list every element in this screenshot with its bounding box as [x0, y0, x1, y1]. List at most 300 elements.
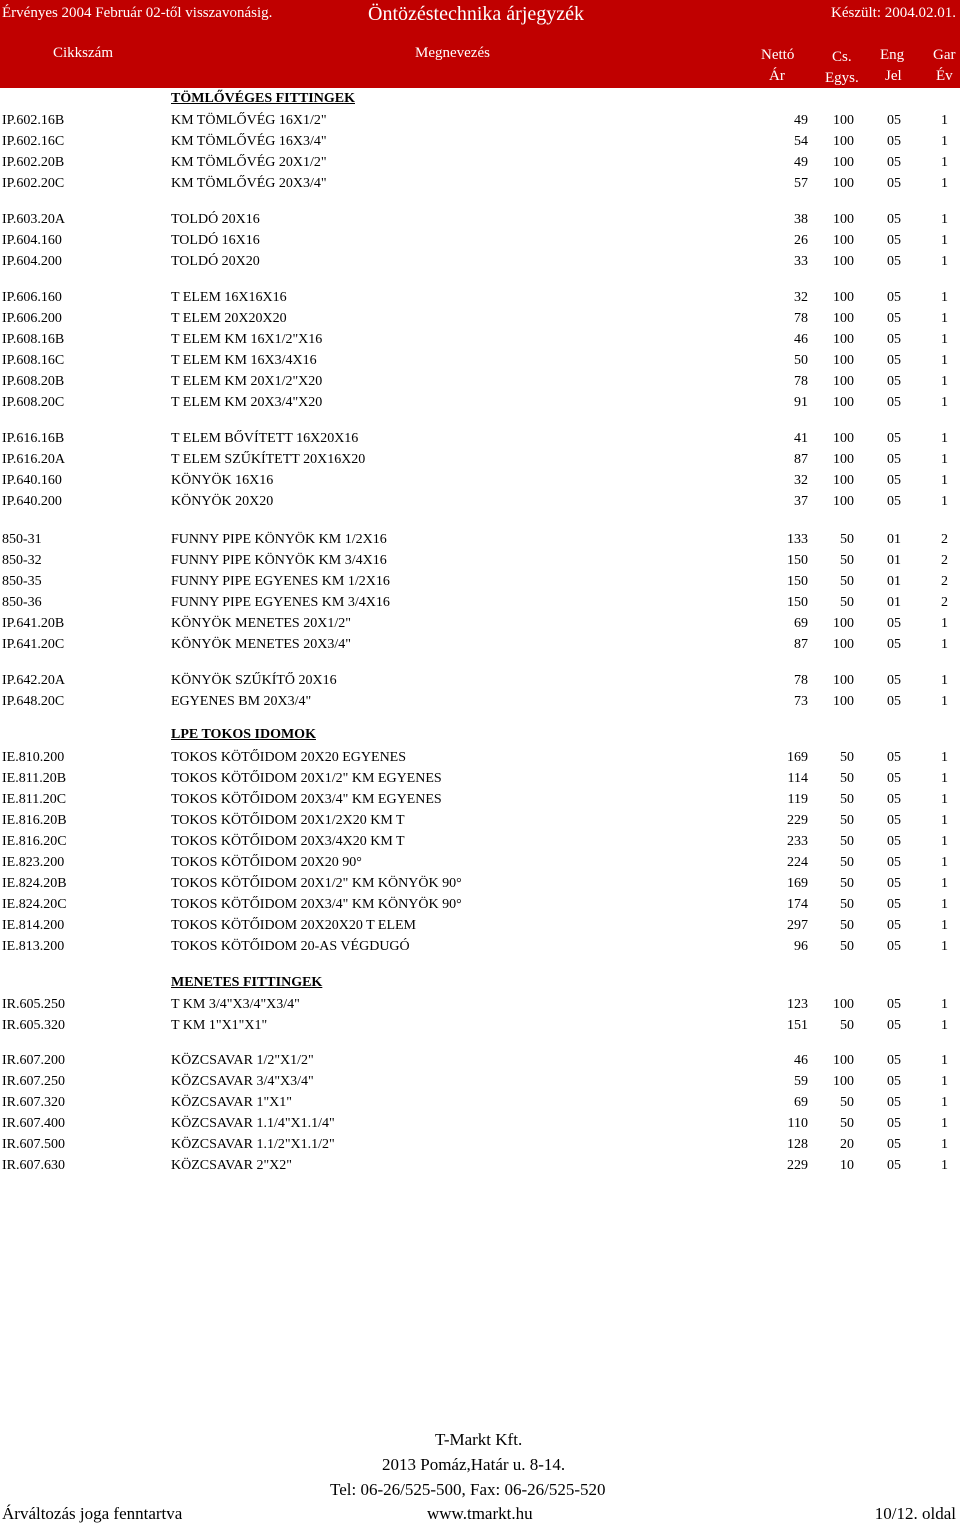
table-row: [0, 768, 960, 789]
warranty-years: 1: [941, 1018, 948, 1033]
item-code: 850-36: [2, 595, 42, 610]
created-date: Készült: 2004.02.01.: [831, 5, 956, 21]
section-heading: LPE TOKOS IDOMOK: [171, 727, 316, 742]
table-row: [0, 1155, 960, 1176]
item-code: 850-35: [2, 574, 42, 589]
warranty-years: 1: [941, 233, 948, 248]
table-row: [0, 1015, 960, 1036]
item-code: IP.640.160: [2, 473, 62, 488]
warranty-years: 1: [941, 834, 948, 849]
table-row: [0, 152, 960, 173]
table-row: [0, 810, 960, 831]
pack-qty: 100: [833, 332, 854, 347]
warranty-years: 2: [941, 553, 948, 568]
warranty-years: 1: [941, 876, 948, 891]
pack-qty: 50: [840, 834, 854, 849]
item-name: KÖZCSAVAR 1"X1": [171, 1095, 292, 1110]
table-row: [0, 894, 960, 915]
warranty-years: 1: [941, 750, 948, 765]
net-price: 37: [794, 494, 808, 509]
item-code: IP.606.200: [2, 311, 62, 326]
warranty-years: 1: [941, 1074, 948, 1089]
item-name: TOLDÓ 16X16: [171, 233, 260, 248]
warranty-years: 1: [941, 939, 948, 954]
pack-qty: 50: [840, 1116, 854, 1131]
item-code: IR.605.320: [2, 1018, 65, 1033]
table-row: [0, 329, 960, 350]
pack-qty: 50: [840, 574, 854, 589]
item-code: IE.810.200: [2, 750, 65, 765]
table-row: [0, 747, 960, 768]
net-price: 33: [794, 254, 808, 269]
table-row: [0, 209, 960, 230]
item-code: IP.641.20B: [2, 616, 65, 631]
item-name: KÖZCSAVAR 1/2"X1/2": [171, 1053, 314, 1068]
pack-qty: 100: [833, 694, 854, 709]
table-row: [0, 550, 960, 571]
table-row: [0, 173, 960, 194]
eng-mark: 05: [887, 1137, 901, 1152]
item-code: IP.608.20C: [2, 395, 65, 410]
pack-qty: 50: [840, 771, 854, 786]
item-code: IP.602.20B: [2, 155, 65, 170]
item-code: IR.607.250: [2, 1074, 65, 1089]
eng-mark: 05: [887, 431, 901, 446]
pack-qty: 50: [840, 813, 854, 828]
item-code: IE.823.200: [2, 855, 65, 870]
pack-qty: 100: [833, 353, 854, 368]
net-price: 297: [787, 918, 808, 933]
pack-qty: 100: [833, 1074, 854, 1089]
eng-mark: 05: [887, 176, 901, 191]
footer-company: T-Markt Kft.: [435, 1430, 523, 1449]
title-bar: [0, 0, 960, 34]
table-row: [0, 491, 960, 512]
eng-mark: 05: [887, 311, 901, 326]
net-price: 233: [787, 834, 808, 849]
item-name: T ELEM 16X16X16: [171, 290, 287, 305]
pack-qty: 100: [833, 1053, 854, 1068]
warranty-years: 1: [941, 374, 948, 389]
net-price: 41: [794, 431, 808, 446]
item-name: TOLDÓ 20X16: [171, 212, 260, 227]
document-title: Öntözéstechnika árjegyzék: [368, 3, 585, 25]
table-row: [0, 110, 960, 131]
eng-mark: 05: [887, 1095, 901, 1110]
item-code: IP.602.16C: [2, 134, 65, 149]
net-price: 229: [787, 1158, 808, 1173]
net-price: 78: [794, 374, 808, 389]
pack-qty: 100: [833, 494, 854, 509]
table-row: [0, 994, 960, 1015]
net-price: 174: [787, 897, 808, 912]
col-gar-2: Év: [936, 68, 953, 84]
validity-text: Érvényes 2004 Február 02-től visszavonásig.: [2, 5, 273, 21]
item-name: KM TÖMLŐVÉG 16X3/4": [171, 134, 327, 149]
item-code: IR.607.500: [2, 1137, 65, 1152]
warranty-years: 2: [941, 574, 948, 589]
table-row: [0, 789, 960, 810]
eng-mark: 05: [887, 673, 901, 688]
item-code: IR.607.630: [2, 1158, 65, 1173]
table-row: [0, 613, 960, 634]
item-name: T KM 1"X1"X1": [171, 1018, 268, 1033]
item-name: TOKOS KÖTŐIDOM 20X20X20 T ELEM: [171, 918, 416, 933]
net-price: 69: [794, 1095, 808, 1110]
warranty-years: 1: [941, 637, 948, 652]
pack-qty: 100: [833, 431, 854, 446]
table-row: [0, 571, 960, 592]
table-row: [0, 592, 960, 613]
item-code: IE.813.200: [2, 939, 65, 954]
eng-mark: 05: [887, 473, 901, 488]
item-name: TOKOS KÖTŐIDOM 20-AS VÉGDUGÓ: [171, 939, 410, 954]
item-name: EGYENES BM 20X3/4": [171, 694, 312, 709]
eng-mark: 05: [887, 212, 901, 227]
item-code: IE.816.20C: [2, 834, 67, 849]
net-price: 57: [794, 176, 808, 191]
col-qty-2: Egys.: [825, 70, 859, 86]
item-code: 850-31: [2, 532, 42, 547]
pack-qty: 100: [833, 616, 854, 631]
table-row: [0, 449, 960, 470]
table-row: [0, 350, 960, 371]
pack-qty: 100: [833, 395, 854, 410]
item-code: IP.640.200: [2, 494, 62, 509]
net-price: 114: [787, 771, 808, 786]
pack-qty: 100: [833, 233, 854, 248]
item-code: IR.607.200: [2, 1053, 65, 1068]
eng-mark: 05: [887, 353, 901, 368]
net-price: 133: [787, 532, 808, 547]
table-row: [0, 308, 960, 329]
net-price: 32: [794, 473, 808, 488]
footer-phone: Tel: 06-26/525-500, Fax: 06-26/525-520: [330, 1480, 606, 1499]
col-qty-1: Cs.: [832, 49, 852, 65]
col-price-2: Ár: [769, 68, 785, 84]
eng-mark: 05: [887, 113, 901, 128]
table-row: [0, 428, 960, 449]
pack-qty: 100: [833, 311, 854, 326]
column-header: [0, 34, 960, 88]
net-price: 46: [794, 332, 808, 347]
eng-mark: 05: [887, 290, 901, 305]
item-code: IE.811.20B: [2, 771, 67, 786]
table-row: [0, 251, 960, 272]
item-code: IE.824.20B: [2, 876, 67, 891]
eng-mark: 05: [887, 1158, 901, 1173]
table-row: [0, 529, 960, 550]
warranty-years: 1: [941, 311, 948, 326]
item-name: KÖZCSAVAR 3/4"X3/4": [171, 1074, 314, 1089]
item-name: KÖNYÖK 20X20: [171, 494, 274, 509]
eng-mark: 05: [887, 897, 901, 912]
item-code: IE.811.20C: [2, 792, 67, 807]
warranty-years: 2: [941, 595, 948, 610]
pack-qty: 50: [840, 876, 854, 891]
eng-mark: 05: [887, 374, 901, 389]
pack-qty: 10: [840, 1158, 854, 1173]
item-code: IP.608.16C: [2, 353, 65, 368]
net-price: 54: [794, 134, 808, 149]
net-price: 123: [787, 997, 808, 1012]
footer-page-number: 10/12. oldal: [874, 1504, 956, 1523]
item-name: T ELEM SZŰKÍTETT 20X16X20: [171, 452, 366, 467]
eng-mark: 05: [887, 1116, 901, 1131]
item-name: FUNNY PIPE EGYENES KM 3/4X16: [171, 595, 390, 610]
table-row: [0, 873, 960, 894]
pack-qty: 100: [833, 374, 854, 389]
item-name: FUNNY PIPE KÖNYÖK KM 3/4X16: [171, 553, 387, 568]
eng-mark: 05: [887, 494, 901, 509]
warranty-years: 1: [941, 254, 948, 269]
item-name: TOLDÓ 20X20: [171, 254, 260, 269]
item-code: IP.608.20B: [2, 374, 65, 389]
eng-mark: 05: [887, 939, 901, 954]
pack-qty: 100: [833, 673, 854, 688]
eng-mark: 05: [887, 834, 901, 849]
net-price: 69: [794, 616, 808, 631]
table-row: [0, 1134, 960, 1155]
item-name: KÖZCSAVAR 2"X2": [171, 1158, 292, 1173]
table-row: [0, 1050, 960, 1071]
pack-qty: 100: [833, 997, 854, 1012]
eng-mark: 05: [887, 637, 901, 652]
eng-mark: 05: [887, 813, 901, 828]
eng-mark: 05: [887, 616, 901, 631]
pack-qty: 50: [840, 855, 854, 870]
eng-mark: 05: [887, 233, 901, 248]
item-code: IE.824.20C: [2, 897, 67, 912]
net-price: 46: [794, 1053, 808, 1068]
col-gar-1: Gar: [933, 47, 956, 63]
pack-qty: 100: [833, 212, 854, 227]
table-row: [0, 670, 960, 691]
table-row: [0, 392, 960, 413]
item-code: IR.607.400: [2, 1116, 65, 1131]
table-row: [0, 831, 960, 852]
net-price: 50: [794, 353, 808, 368]
net-price: 128: [787, 1137, 808, 1152]
pack-qty: 100: [833, 134, 854, 149]
warranty-years: 1: [941, 855, 948, 870]
warranty-years: 1: [941, 792, 948, 807]
pack-qty: 100: [833, 254, 854, 269]
net-price: 49: [794, 155, 808, 170]
pack-qty: 100: [833, 113, 854, 128]
pack-qty: 100: [833, 473, 854, 488]
table-row: [0, 470, 960, 491]
eng-mark: 05: [887, 1053, 901, 1068]
warranty-years: 1: [941, 918, 948, 933]
item-name: TOKOS KÖTŐIDOM 20X3/4" KM EGYENES: [171, 792, 442, 807]
item-code: IP.604.200: [2, 254, 62, 269]
eng-mark: 01: [887, 574, 901, 589]
eng-mark: 05: [887, 918, 901, 933]
item-name: FUNNY PIPE KÖNYÖK KM 1/2X16: [171, 532, 387, 547]
item-code: IR.607.320: [2, 1095, 65, 1110]
warranty-years: 1: [941, 494, 948, 509]
eng-mark: 01: [887, 532, 901, 547]
table-row: [0, 1113, 960, 1134]
net-price: 91: [794, 395, 808, 410]
item-code: IP.602.16B: [2, 113, 65, 128]
warranty-years: 1: [941, 113, 948, 128]
pack-qty: 50: [840, 897, 854, 912]
warranty-years: 1: [941, 431, 948, 446]
net-price: 26: [794, 233, 808, 248]
section-heading: TÖMLŐVÉGES FITTINGEK: [171, 91, 355, 106]
pack-qty: 100: [833, 637, 854, 652]
eng-mark: 05: [887, 134, 901, 149]
net-price: 150: [787, 553, 808, 568]
item-code: IP.604.160: [2, 233, 62, 248]
pack-qty: 100: [833, 176, 854, 191]
item-code: IE.814.200: [2, 918, 65, 933]
eng-mark: 05: [887, 771, 901, 786]
eng-mark: 05: [887, 395, 901, 410]
item-name: T ELEM KM 20X3/4"X20: [171, 395, 323, 410]
item-name: T ELEM KM 16X3/4X16: [171, 353, 317, 368]
pack-qty: 50: [840, 595, 854, 610]
item-name: T ELEM 20X20X20: [171, 311, 287, 326]
item-name: TOKOS KÖTŐIDOM 20X1/2X20 KM T: [171, 813, 405, 828]
table-row: [0, 131, 960, 152]
table-row: [0, 691, 960, 712]
table-row: [0, 287, 960, 308]
eng-mark: 05: [887, 1074, 901, 1089]
table-row: [0, 371, 960, 392]
net-price: 73: [794, 694, 808, 709]
item-code: IP.616.20A: [2, 452, 66, 467]
eng-mark: 05: [887, 997, 901, 1012]
warranty-years: 1: [941, 694, 948, 709]
table-row: [0, 936, 960, 957]
table-row: [0, 1071, 960, 1092]
item-code: IP.603.20A: [2, 212, 66, 227]
net-price: 49: [794, 113, 808, 128]
eng-mark: 05: [887, 792, 901, 807]
eng-mark: 05: [887, 1018, 901, 1033]
item-code: IP.616.16B: [2, 431, 65, 446]
net-price: 87: [794, 452, 808, 467]
item-code: IP.641.20C: [2, 637, 65, 652]
eng-mark: 05: [887, 750, 901, 765]
col-eng-1: Eng: [880, 47, 905, 63]
net-price: 78: [794, 311, 808, 326]
net-price: 150: [787, 595, 808, 610]
item-code: IP.648.20C: [2, 694, 65, 709]
warranty-years: 2: [941, 532, 948, 547]
warranty-years: 1: [941, 395, 948, 410]
eng-mark: 05: [887, 452, 901, 467]
item-name: KÖZCSAVAR 1.1/2"X1.1/2": [171, 1137, 335, 1152]
net-price: 169: [787, 750, 808, 765]
table-row: [0, 230, 960, 251]
net-price: 110: [787, 1116, 808, 1131]
item-name: TOKOS KÖTŐIDOM 20X1/2" KM KÖNYÖK 90°: [171, 876, 462, 891]
col-code: Cikkszám: [53, 45, 113, 61]
pack-qty: 50: [840, 792, 854, 807]
item-code: IR.605.250: [2, 997, 65, 1012]
item-name: KÖNYÖK MENETES 20X3/4": [171, 637, 351, 652]
item-name: TOKOS KÖTŐIDOM 20X1/2" KM EGYENES: [171, 771, 442, 786]
warranty-years: 1: [941, 813, 948, 828]
table-row: [0, 915, 960, 936]
net-price: 150: [787, 574, 808, 589]
item-name: TOKOS KÖTŐIDOM 20X3/4" KM KÖNYÖK 90°: [171, 897, 462, 912]
net-price: 59: [794, 1074, 808, 1089]
warranty-years: 1: [941, 176, 948, 191]
eng-mark: 05: [887, 876, 901, 891]
warranty-years: 1: [941, 212, 948, 227]
warranty-years: 1: [941, 332, 948, 347]
item-code: IP.606.160: [2, 290, 62, 305]
net-price: 224: [787, 855, 808, 870]
pack-qty: 100: [833, 290, 854, 305]
item-name: KM TÖMLŐVÉG 20X3/4": [171, 176, 327, 191]
item-name: KÖNYÖK SZŰKÍTŐ 20X16: [171, 673, 337, 688]
pack-qty: 100: [833, 452, 854, 467]
item-name: KÖZCSAVAR 1.1/4"X1.1/4": [171, 1116, 335, 1131]
item-name: T ELEM KM 20X1/2"X20: [171, 374, 323, 389]
col-name: Megnevezés: [415, 45, 490, 61]
net-price: 87: [794, 637, 808, 652]
warranty-years: 1: [941, 1158, 948, 1173]
footer-rights: Árváltozás joga fenntartva: [2, 1504, 183, 1523]
table-row: [0, 1092, 960, 1113]
item-name: FUNNY PIPE EGYENES KM 1/2X16: [171, 574, 390, 589]
item-code: IP.602.20C: [2, 176, 65, 191]
warranty-years: 1: [941, 1116, 948, 1131]
item-name: KÖNYÖK MENETES 20X1/2": [171, 616, 351, 631]
item-name: T ELEM KM 16X1/2"X16: [171, 332, 323, 347]
warranty-years: 1: [941, 1095, 948, 1110]
pack-qty: 50: [840, 532, 854, 547]
table-row: [0, 852, 960, 873]
warranty-years: 1: [941, 997, 948, 1012]
warranty-years: 1: [941, 134, 948, 149]
eng-mark: 05: [887, 155, 901, 170]
warranty-years: 1: [941, 290, 948, 305]
eng-mark: 01: [887, 595, 901, 610]
net-price: 78: [794, 673, 808, 688]
pack-qty: 100: [833, 155, 854, 170]
eng-mark: 05: [887, 855, 901, 870]
net-price: 169: [787, 876, 808, 891]
table-row: [0, 634, 960, 655]
warranty-years: 1: [941, 452, 948, 467]
warranty-years: 1: [941, 353, 948, 368]
warranty-years: 1: [941, 1137, 948, 1152]
section-heading: MENETES FITTINGEK: [171, 975, 323, 990]
item-name: KM TÖMLŐVÉG 16X1/2": [171, 113, 327, 128]
pack-qty: 50: [840, 553, 854, 568]
eng-mark: 05: [887, 254, 901, 269]
item-name: T KM 3/4"X3/4"X3/4": [171, 997, 300, 1012]
item-code: IP.642.20A: [2, 673, 66, 688]
warranty-years: 1: [941, 155, 948, 170]
pack-qty: 50: [840, 750, 854, 765]
warranty-years: 1: [941, 1053, 948, 1068]
warranty-years: 1: [941, 473, 948, 488]
item-code: 850-32: [2, 553, 42, 568]
net-price: 119: [787, 792, 808, 807]
footer-website[interactable]: www.tmarkt.hu: [427, 1504, 533, 1523]
pack-qty: 20: [840, 1137, 854, 1152]
warranty-years: 1: [941, 616, 948, 631]
net-price: 151: [787, 1018, 808, 1033]
